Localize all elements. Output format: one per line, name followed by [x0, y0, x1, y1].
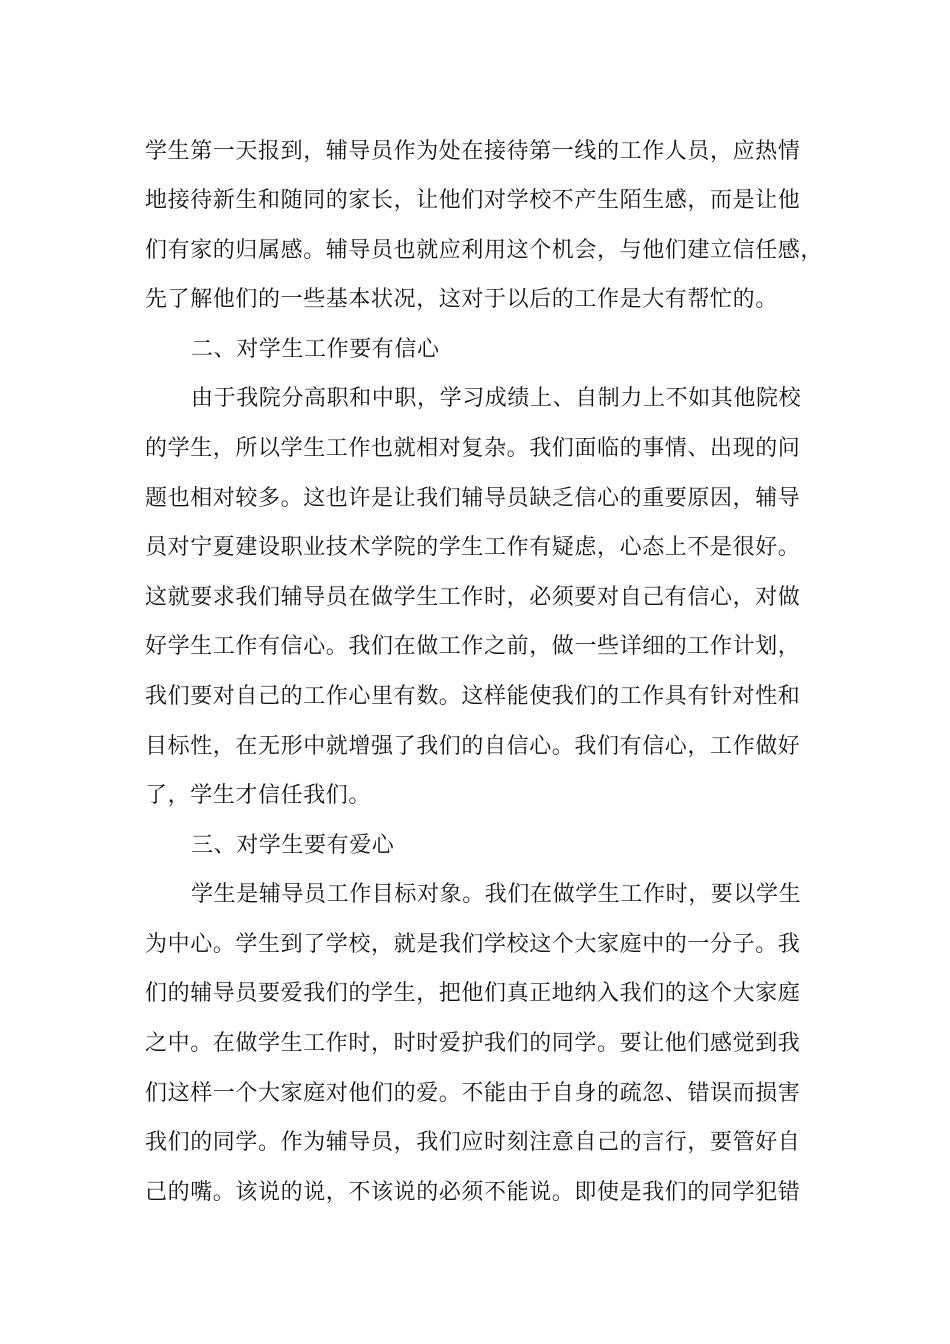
paragraph-line: 学生第一天报到，辅导员作为处在接待第一线的工作人员，应热情 — [145, 139, 801, 164]
paragraph-line: 员对宁夏建设职业技术学院的学生工作有疑虑，心态上不是很好。 — [145, 535, 801, 560]
paragraph-line: 们的辅导员要爱我们的学生，把他们真正地纳入我们的这个大家庭 — [145, 981, 801, 1006]
paragraph-line: 这就要求我们辅导员在做学生工作时，必须要对自己有信心，对做 — [145, 585, 801, 610]
paragraph-line: 题也相对较多。这也许是让我们辅导员缺乏信心的重要原因，辅导 — [145, 486, 801, 511]
paragraph-line: 为中心。学生到了学校，就是我们学校这个大家庭中的一分子。我 — [145, 932, 801, 957]
paragraph-line: 地接待新生和随同的家长，让他们对学校不产生陌生感，而是让他 — [145, 188, 801, 213]
paragraph-line: 先了解他们的一些基本状况，这对于以后的工作是大有帮忙的。 — [145, 287, 778, 312]
paragraph-line: 之中。在做学生工作时，时时爱护我们的同学。要让他们感觉到我 — [145, 1031, 801, 1056]
paragraph-line: 己的嘴。该说的说，不该说的必须不能说。即使是我们的同学犯错 — [145, 1180, 801, 1205]
paragraph-line: 们这样一个大家庭对他们的爱。不能由于自身的疏忽、错误而损害 — [145, 1081, 801, 1106]
section-heading-3: 三、对学生要有爱心 — [191, 833, 395, 858]
paragraph-line: 的学生，所以学生工作也就相对复杂。我们面临的事情、出现的问 — [145, 436, 801, 461]
paragraph-line: 我们要对自己的工作心里有数。这样能使我们的工作具有针对性和 — [145, 684, 801, 709]
paragraph-line: 好学生工作有信心。我们在做工作之前，做一些详细的工作计划， — [145, 634, 801, 659]
section-heading-2: 二、对学生工作要有信心 — [191, 337, 440, 362]
paragraph-line: 由于我院分高职和中职，学习成绩上、自制力上不如其他院校 — [191, 386, 802, 411]
paragraph-line: 们有家的归属感。辅导员也就应利用这个机会，与他们建立信任感， — [145, 238, 824, 263]
paragraph-line: 了，学生才信任我们。 — [145, 783, 372, 808]
paragraph-line: 我们的同学。作为辅导员，我们应时刻注意自己的言行，要管好自 — [145, 1130, 801, 1155]
paragraph-line: 学生是辅导员工作目标对象。我们在做学生工作时，要以学生 — [191, 882, 802, 907]
paragraph-line: 目标性，在无形中就增强了我们的自信心。我们有信心，工作做好 — [145, 734, 801, 759]
